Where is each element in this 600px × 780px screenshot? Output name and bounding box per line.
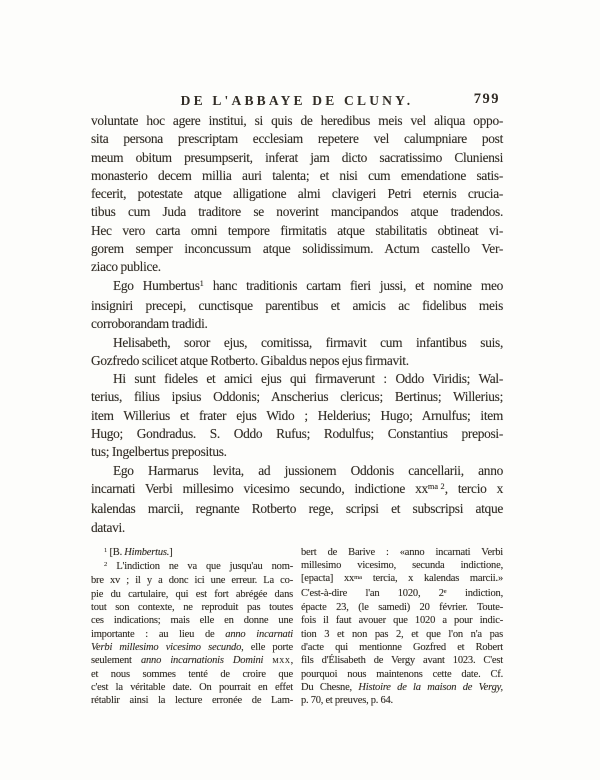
text-segment: millesimo vicesimo, secunda indictione, [301,560,503,572]
footnote-column-right [301,546,503,708]
text-segment: pie du cartulaire, qui est fort abrégée dans [91,588,293,600]
text-line [91,694,293,707]
text-line [91,334,503,352]
text-segment: tout son contexte, ne reproduit pas toutes [91,602,293,614]
text-line [91,130,503,148]
text-segment: tus; Ingelbertus prepositus. [91,444,227,460]
text-line [301,572,503,586]
text-line [91,519,503,537]
footnotes-section [91,546,503,708]
text-line [301,601,503,614]
paragraph [91,277,503,334]
text-line [91,388,503,406]
text-line [301,614,503,627]
text-segment: fois il faut avouer que 1020 a pour indic- [301,615,503,627]
text-line [91,222,503,240]
text-segment: Gozfredo scilicet atque Rotberto. Gibaldus nepos ejus firmavit. [91,352,409,368]
text-segment: anno incarnati [225,628,294,640]
text-line [91,614,293,627]
text-segment: [B. [107,546,125,558]
text-segment: hanc traditionis cartam fieri jussi, et nomine meo [203,277,503,293]
text-segment: corroborandam tradidi. [91,316,208,332]
text-line [91,588,293,601]
text-segment: insigniri precepi, cunctisque parentibus et amicis ac fidelibus meis [91,297,503,313]
text-line [91,480,503,500]
text-segment: Helisabeth, soror ejus, comitissa, firmavit cum infantibus suis, [113,334,503,350]
text-line [301,668,503,681]
text-segment: et nous sommes tenté de croire que [91,668,293,680]
paragraph [91,370,503,461]
text-segment: épacte 23, (le samedi) 20 février. Toute- [301,602,503,614]
text-segment: bre xv ; il y a donc ici une erreur. La co- [91,575,293,587]
charter-body-text [91,112,503,537]
text-line [91,112,503,130]
text-segment: tibus cum Juda traditore se noverint mancipandos atque tradendos. [91,204,503,220]
paragraph [301,546,503,708]
text-segment: ] [169,546,173,558]
paragraph [91,334,503,371]
text-line [91,641,293,654]
superscript-ref: 2 [104,561,108,569]
text-line [91,654,293,667]
text-line [91,240,503,258]
text-segment: , tercio x [444,480,503,496]
superscript-ref: 1 [199,278,204,288]
text-line [91,560,293,574]
text-line [301,546,503,559]
text-block [91,93,503,707]
text-segment: , elle porte [241,641,293,653]
text-line [91,203,503,221]
superscript-ref: 2 [440,482,445,492]
text-segment: Himbertus. [124,546,170,558]
footnote-column-left [91,546,293,708]
text-segment: item Willerius et frater ejus Wido ; Helderius; Hugo; Arnulfus; item [91,407,503,423]
text-segment: indiction, [446,587,503,599]
text-line [301,559,503,572]
text-line [301,654,503,667]
text-segment: bert de Barive : «anno incarnati Verbi [301,546,503,558]
text-segment: gorem semper inconcussum atque solidissimum. Actum castello Ver- [91,241,503,257]
text-line [91,462,503,480]
text-line [91,185,503,203]
text-line [91,258,503,276]
paragraph [91,560,293,707]
text-line [91,352,503,370]
superscript-ref: ma [354,573,363,581]
text-line [301,628,503,641]
text-segment: monasterio decem millia auri talenta; et nisi cum emendatione satis- [91,167,503,183]
text-line [91,500,503,518]
text-segment: tercia, x kalendas marcii.» [362,573,504,585]
page-header [91,93,503,108]
text-line [91,370,503,388]
superscript-ref: 1 [104,546,108,554]
text-segment: d'acte qui mentionne Gozfred et Robert [301,641,503,653]
text-line [91,277,503,297]
text-segment: Ego Harmarus levita, ad jussionem Oddonis cancellarii, anno [113,462,503,478]
text-segment: L'indiction ne va que jusqu'au nom- [107,561,293,573]
text-segment: mxx [272,655,291,667]
text-segment: fecerit, potestate atque alligatione almi clavigeri Petri eternis crucia- [91,186,503,202]
paragraph [91,112,503,277]
text-segment: rétablir ainsi la lecture erronée de Lam- [91,695,293,707]
text-line [91,668,293,681]
superscript-ref: ma [427,482,439,492]
paragraph [91,546,293,560]
text-segment: tion 3 et non pas 2, et que l'on n'a pas [301,628,503,640]
text-line [91,425,503,443]
text-segment: pourquoi nous maintenons cette date. Cf. [301,668,503,680]
text-line [301,587,503,601]
text-line [91,297,503,315]
text-segment: anno incarnationis Domini [140,655,264,667]
text-segment: meum obitum presumpserit, inferat jam dicto sacratissimo Cluniensi [91,149,503,165]
text-segment: [epacta] xx [301,573,355,585]
text-segment: Hi sunt fideles et amici ejus qui firmaverunt : Oddo Viridis; Wal- [113,371,503,387]
text-segment: Hugo; Gondradus. S. Oddo Rufus; Rodulfus; Constantius preposi- [91,426,503,442]
text-segment: ziaco publice. [91,259,161,275]
text-segment: Hec vero carta omni tempore firmitatis atque stabilitatis obtineat vi- [91,222,503,238]
text-segment: datavi. [91,519,125,535]
text-line [301,641,503,654]
text-segment: Ego Humbertus [113,277,200,293]
text-line [91,167,503,185]
text-line [91,574,293,587]
text-segment: C'est-à-dire l'an 1020, 2 [301,587,444,599]
text-line [91,546,293,560]
page-number: 799 [473,91,500,107]
text-line [301,681,503,694]
text-segment: importante : au lieu de [91,628,226,640]
text-segment: Verbi millesimo vicesimo secundo [91,641,242,653]
text-line [91,315,503,333]
text-line [91,149,503,167]
text-segment: Histoire de la maison de Vergy, [358,681,503,693]
text-segment: c'est la véritable date. On pourrait en effet [91,681,293,693]
text-segment: terius, filius ipsius Oddonis; Anscherius clericus; Bertinus; Willerius; [91,389,503,405]
text-line [91,443,503,461]
running-title: DE L'ABBAYE DE CLUNY. [180,93,414,108]
text-segment: voluntate hoc agere institui, si quis de heredibus meis vel aliqua oppo- [91,113,503,128]
text-segment: , [290,655,293,667]
paragraph [91,462,503,537]
text-segment: sita persona prescriptam ecclesiam repetere vel calumpniare post [91,131,503,147]
text-segment: p. 70, et preuves, p. 64. [301,695,393,707]
text-segment: seulement [91,655,141,667]
text-line [91,407,503,425]
text-line [301,694,503,707]
text-segment: Du Chesne, [301,681,359,693]
text-line [91,601,293,614]
text-segment: ces indications; mais elle en donne une [91,615,293,627]
text-segment: incarnati Verbi millesimo vicesimo secundo, indictione xx [91,480,428,496]
text-segment: fils d'Élisabeth de Vergy avant 1023. C'est [301,655,503,667]
text-segment: kalendas marcii, regnante Rotberto rege, scripsi et subscripsi atque [91,501,503,517]
superscript-ref: e [443,587,447,595]
text-line [91,628,293,641]
text-line [91,681,293,694]
